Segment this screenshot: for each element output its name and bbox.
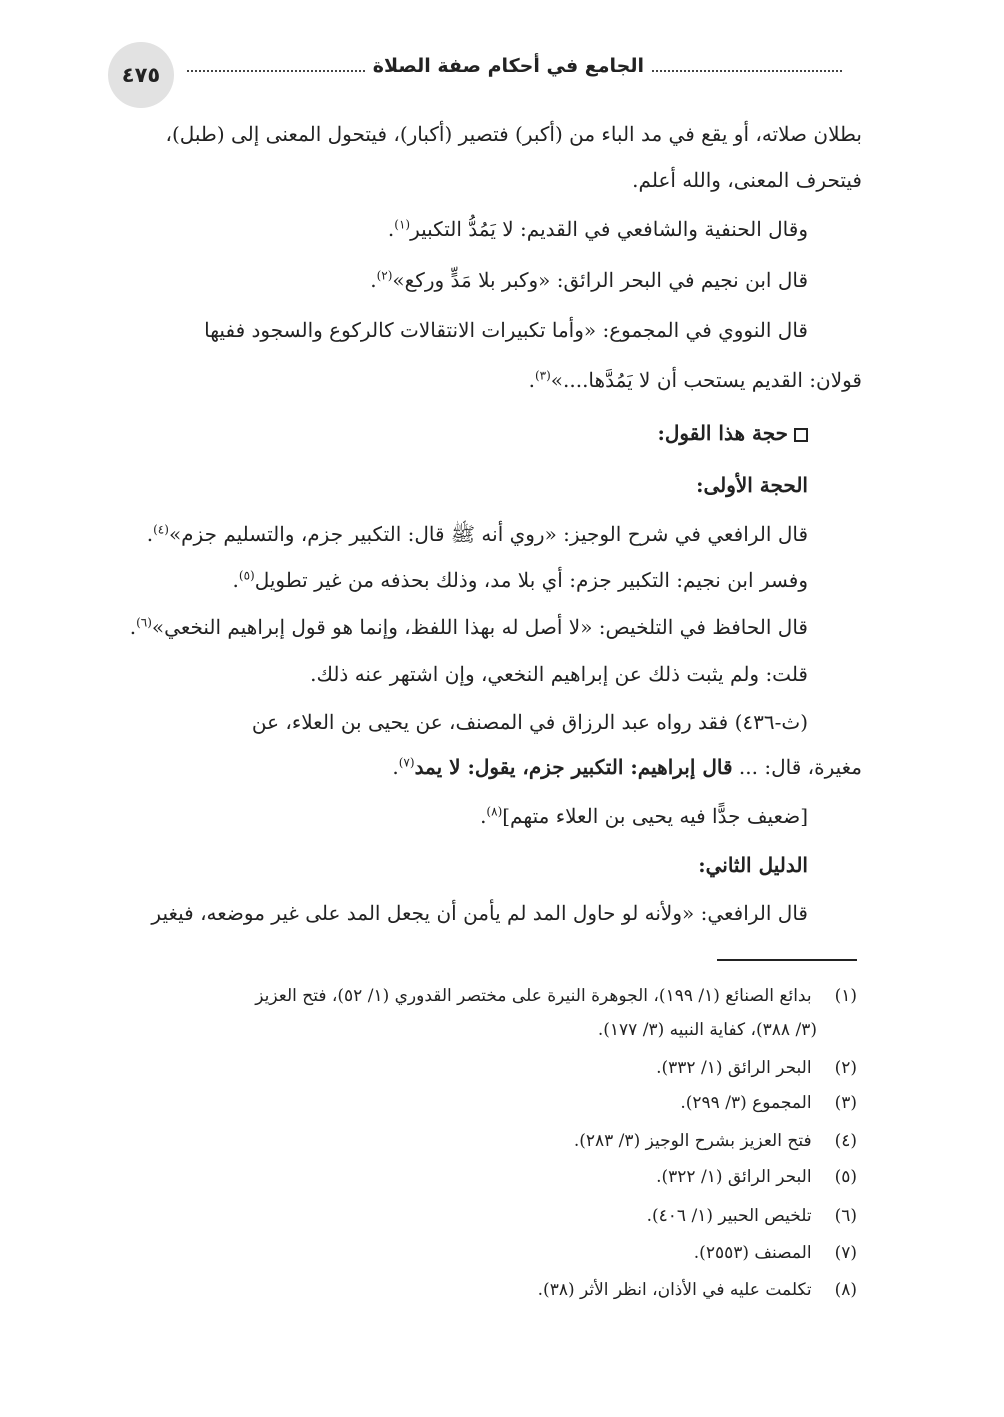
body-line-1: بطلان صلاته، أو يقع في مد الباء من (أكبر) فتصير (أكبار)، فيتحول المعنى إلى (طبل)، [165,122,862,146]
footnote-ref[interactable]: (٤) [153,522,169,537]
body-line-8: وفسر ابن نجيم: التكبير جزم: أي بلا مد، وذلك بحذفه من غير تطويل$^{(٥)}$. [232,568,808,592]
section-heading-first: الحجة الأولى: [696,473,808,497]
body-line-10: قلت: ولم يثبت ذلك عن إبراهيم النخعي، وإن اشتهر عنه ذلك. [310,662,808,686]
body-line-2: فيتحرف المعنى، والله أعلم. [632,168,862,192]
body-line-6: قولان: القديم يستحب أن لا يَمُدَّها....»$^{(٣)}$. [528,368,862,392]
footnote-3: (٣) المجموع (٣/ ٢٩٩). [680,1093,857,1113]
footnote-ref[interactable]: (٢) [376,268,393,283]
footnote-ref[interactable]: (١) [394,217,411,232]
footnote-4: (٤) فتح العزيز بشرح الوجيز (٣/ ٢٨٣). [573,1131,857,1151]
header-title-group [187,55,846,77]
body-line-13: [ضعيف جدًّا فيه يحيى بن العلاء متهم]$^{(٨)}$. [480,804,808,828]
section-heading-second: الدليل الثاني: [698,853,808,877]
body-line-3: وقال الحنفية والشافعي في القديم: لا يَمُدُّ التكبير$^{(١)}$. [387,217,808,241]
footnote-ref[interactable]: (٨) [486,804,503,819]
footnote-separator [717,959,857,961]
footnote-6: (٦) تلخيص الحبير (١/ ٤٠٦). [646,1206,857,1226]
footnote-ref[interactable]: (٥) [238,568,255,583]
footnote-ref[interactable]: (٧) [398,755,415,770]
section-heading-argument: حجة هذا القول: [657,418,808,448]
footnote-1-cont: (٣/ ٣٨٨)، كفاية النبيه (٣/ ١٧٧). [597,1020,817,1040]
footnote-ref[interactable]: (٦) [136,615,152,630]
checkbox-square-icon [794,428,808,442]
header-dots-right [652,70,842,72]
body-line-14: قال الرافعي: «ولأنه لو حاول المد لم يأمن أن يجعل المد على غير موضعه، فيغير [151,901,808,925]
body-line-12: مغيرة، قال: ... قال إبراهيم: التكبير جزم، يقول: لا يمد$^{(٧)}$. [392,755,862,779]
footnote-1: (١) بدائع الصنائع (١/ ١٩٩)، الجوهرة النيرة على مختصر القدوري (١/ ٥٢)، فتح العزيز [255,986,857,1006]
body-line-4: قال ابن نجيم في البحر الرائق: «وكبر بلا مَدٍّ وركع»$^{(٢)}$. [370,268,808,292]
body-line-9: قال الحافظ في التلخيص: «لا أصل له بهذا اللفظ، وإنما هو قول إبراهيم النخعي»$^{(٦)}$. [129,615,808,639]
footnote-ref[interactable]: (٣) [534,368,551,383]
body-line-7: قال الرافعي في شرح الوجيز: «روي أنه ﷺ قال: التكبير جزم، والتسليم جزم»$^{(٤)}$. [146,522,808,546]
header-dots-left [187,70,365,72]
body-line-11: (ث-٤٣٦) فقد رواه عبد الرزاق في المصنف، عن يحيى بن العلاء، عن [251,710,808,734]
footnote-5: (٥) البحر الرائق (١/ ٣٢٢). [656,1167,857,1187]
body-line-5: قال النووي في المجموع: «وأما تكبيرات الانتقالات كالركوع والسجود ففيها [204,318,808,342]
running-header [108,42,846,108]
footnote-7: (٧) المصنف (٢٥٥٣). [693,1243,857,1263]
footnote-8: (٨) تكلمت عليه في الأذان، انظر الأثر (٣٨). [537,1280,857,1300]
page-number: ٤٧٥ [108,42,174,108]
book-title: الجامع في أحكام صفة الصلاة [372,55,644,77]
footnote-2: (٢) البحر الرائق (١/ ٣٣٢). [656,1058,857,1078]
